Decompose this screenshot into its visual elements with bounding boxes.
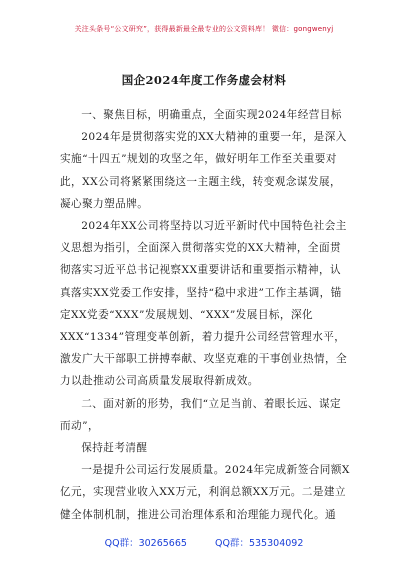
- qq-label: QQ群：: [215, 538, 249, 549]
- paragraph: 2024年是贯彻落实党的XX大精神的重要一年，是深入实施“十四五”规划的攻坚之年，做好明年工作至关重要对此，XX公司将紧紧围绕这一主题主线，转变观念谋发展，凝心聚力塑品牌。: [60, 131, 347, 210]
- document-body: [60, 104, 351, 526]
- footer-contacts: [0, 535, 408, 549]
- section-heading-1: 一、聚焦目标，明确重点，全面实现2024年经营目标: [81, 109, 342, 121]
- section-heading-2: 二、面对新的形势，我们“立足当前、着眼长远、谋定而动”，: [60, 397, 342, 432]
- qq-label: QQ群：: [104, 538, 139, 549]
- promo-banner: 关注头条号“公文研究”，获得最新最全最专业的公文资料库！ 微信：gongwenyj: [74, 25, 334, 33]
- subheading: 保持赶考清醒: [81, 442, 148, 455]
- document-title: 国企2024年度工作务虚会材料: [121, 73, 287, 87]
- qq-group-number: 535304092: [248, 538, 304, 549]
- paragraph: 一是提升公司运行发展质量。2024年完成新签合同额X亿元，实现营业收入XX万元，利润总额XX万元。二是建立健全体制机制，推进公司治理体系和治理能力现代化。通: [60, 464, 350, 521]
- paragraph: 2024年XX公司将坚持以习近平新时代中国特色社会主义思想为指引，全面深入贯彻落实党的XX大精神，全面贯彻落实习近平总书记视察XX重要讲话和重要指示精神，认真落实XX党委工作安排，坚持“稳中求进”工作主基调，锚定XX党委“XXX”发展规划、“XXX”发展目标，深化XXX“1334”管理变革创新，着力提升公司经营管理水平，激发广大干部职工拼搏奉献、攻坚克难的干事创业热情，全力以赴推动公司高质量发展取得新成效。: [60, 220, 348, 388]
- qq-group-number: 30265665: [138, 538, 187, 549]
